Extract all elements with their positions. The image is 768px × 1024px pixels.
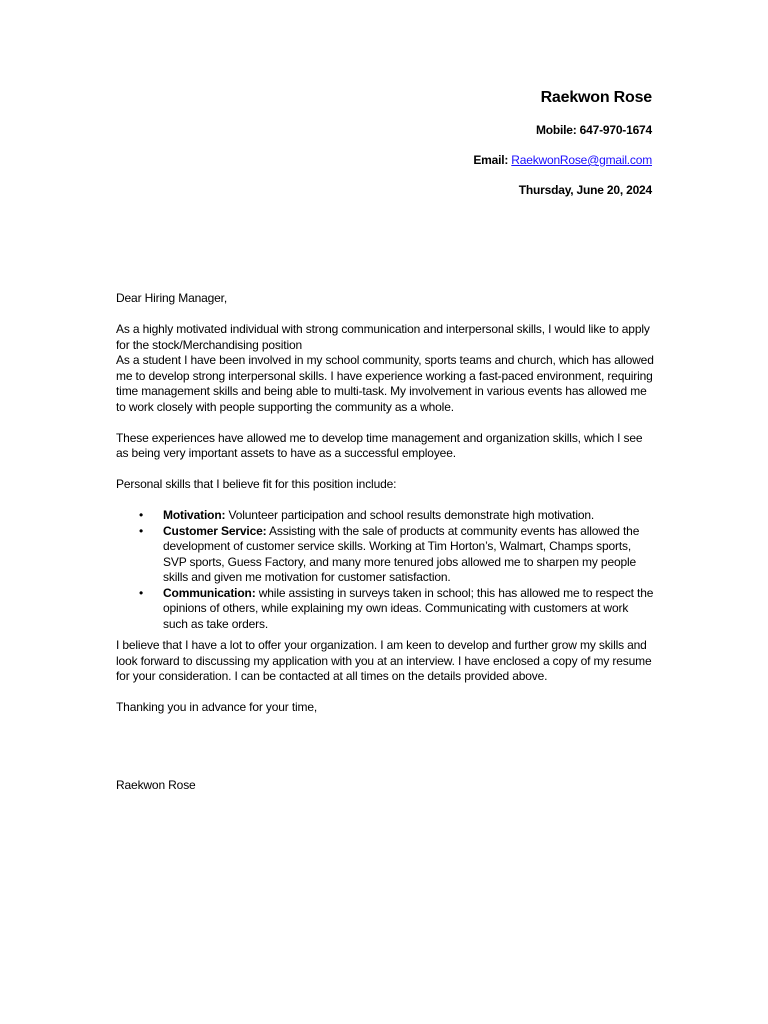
letter-header [473,88,652,213]
skills-list [116,508,656,632]
sender-mobile: Mobile: 647-970-1674 [535,123,652,137]
letter-date: Thursday, June 20, 2024 [518,183,652,197]
sender-name: Raekwon Rose [540,89,652,106]
signature: Raekwon Rose [116,777,196,792]
closing-line: Thanking you in advance for your time, [116,700,318,714]
salutation: Dear Hiring Manager, [116,291,228,305]
paragraph-skills-intro: Personal skills that I believe fit for this position include: [116,477,397,491]
sender-email-line [473,153,652,168]
skill-description: Assisting with the sale of products at community events has allowed the development of customer service skills. Working at Tim Horton’s, Walmart, Champs sports, SVP sports, Guess Factory, and many more tenured jobs allowed me to sharpen my people skills and given me motivation for customer satisfaction. [163,523,640,584]
skill-item-customer-service [116,524,656,586]
skill-term: Motivation: [163,508,226,522]
email-label: Email: [473,153,509,167]
paragraph-skills-summary: These experiences have allowed me to develop time management and organization skills, which I see as being very important assets to have as a successful employee. [116,430,643,460]
letter-body [116,291,656,793]
skill-description: while assisting in surveys taken in school; this has allowed me to respect the opinions of others, while explaining my own ideas. Communicating with customers at work such as take orders. [163,585,654,631]
email-link[interactable]: RaekwonRose@gmail.com [511,153,652,167]
paragraph-intro: As a highly motivated individual with strong communication and interpersonal skills, I would like to apply for the stock/Merchandising position [116,322,650,352]
skill-item-communication [116,586,656,633]
bullet-icon: • [139,508,144,522]
skill-term: Customer Service: [163,523,267,538]
bullet-icon: • [139,585,144,600]
skill-item-motivation [116,508,656,524]
bullet-icon: • [139,523,144,538]
skill-description: Volunteer participation and school results demonstrate high motivation. [225,508,595,522]
paragraph-experience: As a student I have been involved in my school community, sports teams and church, which has allowed me to develop strong interpersonal skills. I have experience working a fast-paced environment, requiring time management skills and being able to multi-task. My involvement in various events has allowed me to work closely with people supporting the community as a whole. [116,353,654,414]
paragraph-closing-pitch: I believe that I have a lot to offer your organization. I am keen to develop and further grow my skills and look forward to discussing my application with you at an interview. I have enclosed a copy of my resume for your consideration. I can be contacted at all times on the details provided above. [116,638,652,683]
skill-term: Communication: [163,585,256,600]
